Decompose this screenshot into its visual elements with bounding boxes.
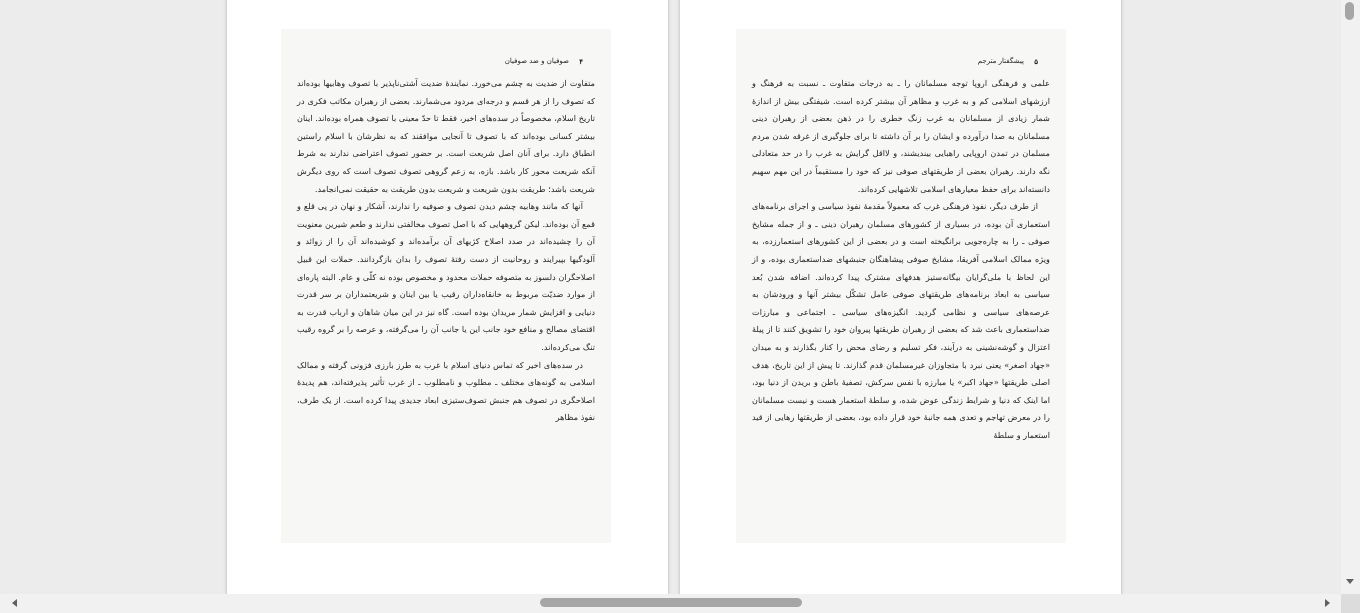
- paragraph: در سده‌های اخیر که تماس دنیای اسلام با غرب به طرز بارزی فزونی گرفته و ممالک اسلامی به گونه‌های مختلف ـ مطلوب و نامطلوب ـ از غرب تأثیر پذیرفته‌اند، هم پدیدهٔ اصلاحگری در تصوف هم جنبش تصوف‌ستیزی ابعاد جدیدی پیدا کرده است. از یک طرف، نفوذ مظاهر: [297, 359, 595, 423]
- page-number: ۴: [579, 57, 583, 66]
- document-page-5: [679, 0, 1122, 594]
- scroll-left-arrow-icon[interactable]: [12, 599, 17, 607]
- vertical-scroll-thumb[interactable]: [1345, 2, 1354, 20]
- paragraph: از طرف دیگر، نفوذ فرهنگی غرب که معمولاً مقدمهٔ نفوذ سیاسی و اجرای برنامه‌های استعماری آن بوده، در بسیاری از کشورهای مسلمان رهبران دینی ـ و از جمله مشایخ صوفی ـ را به چاره‌جویی برانگیخته است و در بعضی از این کشورهای استعمارزده، به ویژه ممالک اسلامی آفریقا، مشایخ صوفی پیشاهنگان جنبشهای ضداستعماری بوده، و از این لحاظ با ملی‌گرایان بیگانه‌ستیز هدفهای مشترک پیدا کرده‌اند. اضافه شدن بُعد سیاسی به ابعاد برنامه‌های طریقتهای صوفی عامل تشکّل بیشتر آنها و ورودشان به عرصه‌های سیاسی و نظامی گردید. انگیزه‌های سیاسی ـ اجتماعی و مبارزات ضداستعماری باعث شد که بعضی از رهبران طریقتها پیروان خود را تشویق کنند تا از پیلهٔ اعتزال و گوشه‌نشینی به درآیند، فکر تسلیم و رضای محض را کنار بگذارند و به میدان «جهاد اصغر» یعنی نبرد با متجاوزان غیرمسلمان قدم گذارند. تا پیش از این تاریخ، هدف اصلی طریقتها «جهاد اکبر» یا مبارزه با نفس سرکش، تصفیهٔ باطن و بریدن از دنیا بود، اما اینک که دنیا و شرایط زندگی عوض شده، و سلطهٔ استعمار هست و نیست مسلمانان را در معرض تهاجم و تعدی همه جانبهٔ خود قرار داده بود، بعضی از طریقتها رهایی از قید استعمار و سلطهٔ: [752, 201, 1050, 440]
- paragraph: علمی و فرهنگی اروپا توجه مسلمانان را ـ به درجات متفاوت ـ نسبت به فرهنگ و ارزشهای اسلامی کم و به غرب و مظاهر آن بیشتر کرده است. شیفتگی بیش از اندازهٔ شمار زیادی از مسلمانان به غرب زنگ خطری را در ذهن بعضی از رهبران دینی مسلمانان به صدا درآورده و ایشان را بر آن داشته تا برای جلوگیری از غرقه شدن مردم مسلمان در تمدن اروپایی راهبایی بیندیشند، و لااقل گرایش به غرب را در حد متعادلی نگه دارند. رهبران بعضی از طریقتهای صوفی نیز که خود را مستقیماً در این مهم سهیم دانسته‌اند برای حفظ معیارهای اسلامی تلاشهایی کرده‌اند.: [752, 78, 1050, 194]
- running-header: [309, 57, 583, 71]
- paragraph: آنها که مانند وهابیه چشم دیدن تصوف و صوفیه را ندارند، آشکار و نهان در پی قلع و قمع آن بوده‌اند. لیکن گروههایی که با اصل تصوف مخالفتی ندارند و طعم شیرین معنویت آن را چشیده‌اند در صدد اصلاح کژیهای آن برآمده‌اند و کوشیده‌اند آن را از زوائد و آلودگیها بپیرایند و روحانیت از دست رفتهٔ تصوف را بدان بازگردانند. حملات این قبیل اصلاحگران دلسوز به متصوفه حملات محدود و مخصوص بوده نه کلّی و عام. البته پاره‌ای از موارد ضدیّت مربوط به خانقاه‌داران رقیب یا بین اینان و شریعتمداران بر سر قدرت دنیایی و افزایش شمار مریدان بوده است. گاه نیز در این میان شاهان و ارباب قدرت به اقتضای مصالح و منافع خود جانب این یا جانب آن را می‌گرفته، و عرصه را بر گروه رقیب تنگ می‌کرده‌اند.: [297, 201, 595, 352]
- running-title: صوفیان و ضد صوفیان: [504, 57, 569, 65]
- horizontal-scrollbar[interactable]: [0, 594, 1341, 613]
- running-header: [764, 57, 1038, 71]
- paragraph: متفاوت از ضدیت به چشم می‌خورد. نمایندهٔ ضدیت آشتی‌ناپذیر با تصوف وهابیها بوده‌اند که تصوف را از هر قسم و درجه‌ای مردود می‌شمارند. بعضی از رهبران مکاتب فکری در تاریخ اسلام، مخصوصاً در سده‌های اخیر، فقط تا حدّ معینی با تصوف همراه بوده‌اند. اینان بیشتر کسانی بوده‌اند که با تصوف تا آنجایی موافقند که به نظرشان با اسلام راستین انطباق دارد. برای آنان اصل شریعت است. بر حضور تصوف اعتراضی ندارند به شرط آنکه شریعت محور کار باشد. بازه، به زعم گروهی تصوف تصوف است که روی دیگرش شریعت باشد؛ طریقت بدون شریعت و شریعت بدون طریقت به حقیقت نمی‌انجامد.: [297, 78, 595, 194]
- running-title: پیشگفتار مترجم: [977, 57, 1024, 65]
- document-page-4: [226, 0, 669, 594]
- scanned-page-image: [736, 29, 1066, 543]
- page-number: ۵: [1034, 57, 1038, 66]
- page-body-text: [752, 75, 1050, 444]
- page-body-text: [297, 75, 595, 427]
- horizontal-scroll-thumb[interactable]: [540, 598, 802, 607]
- scroll-down-arrow-icon[interactable]: [1346, 579, 1354, 584]
- scrollbar-corner: [1341, 594, 1360, 613]
- scroll-right-arrow-icon[interactable]: [1325, 599, 1330, 607]
- vertical-scrollbar[interactable]: [1341, 0, 1360, 594]
- scanned-page-image: [281, 29, 611, 543]
